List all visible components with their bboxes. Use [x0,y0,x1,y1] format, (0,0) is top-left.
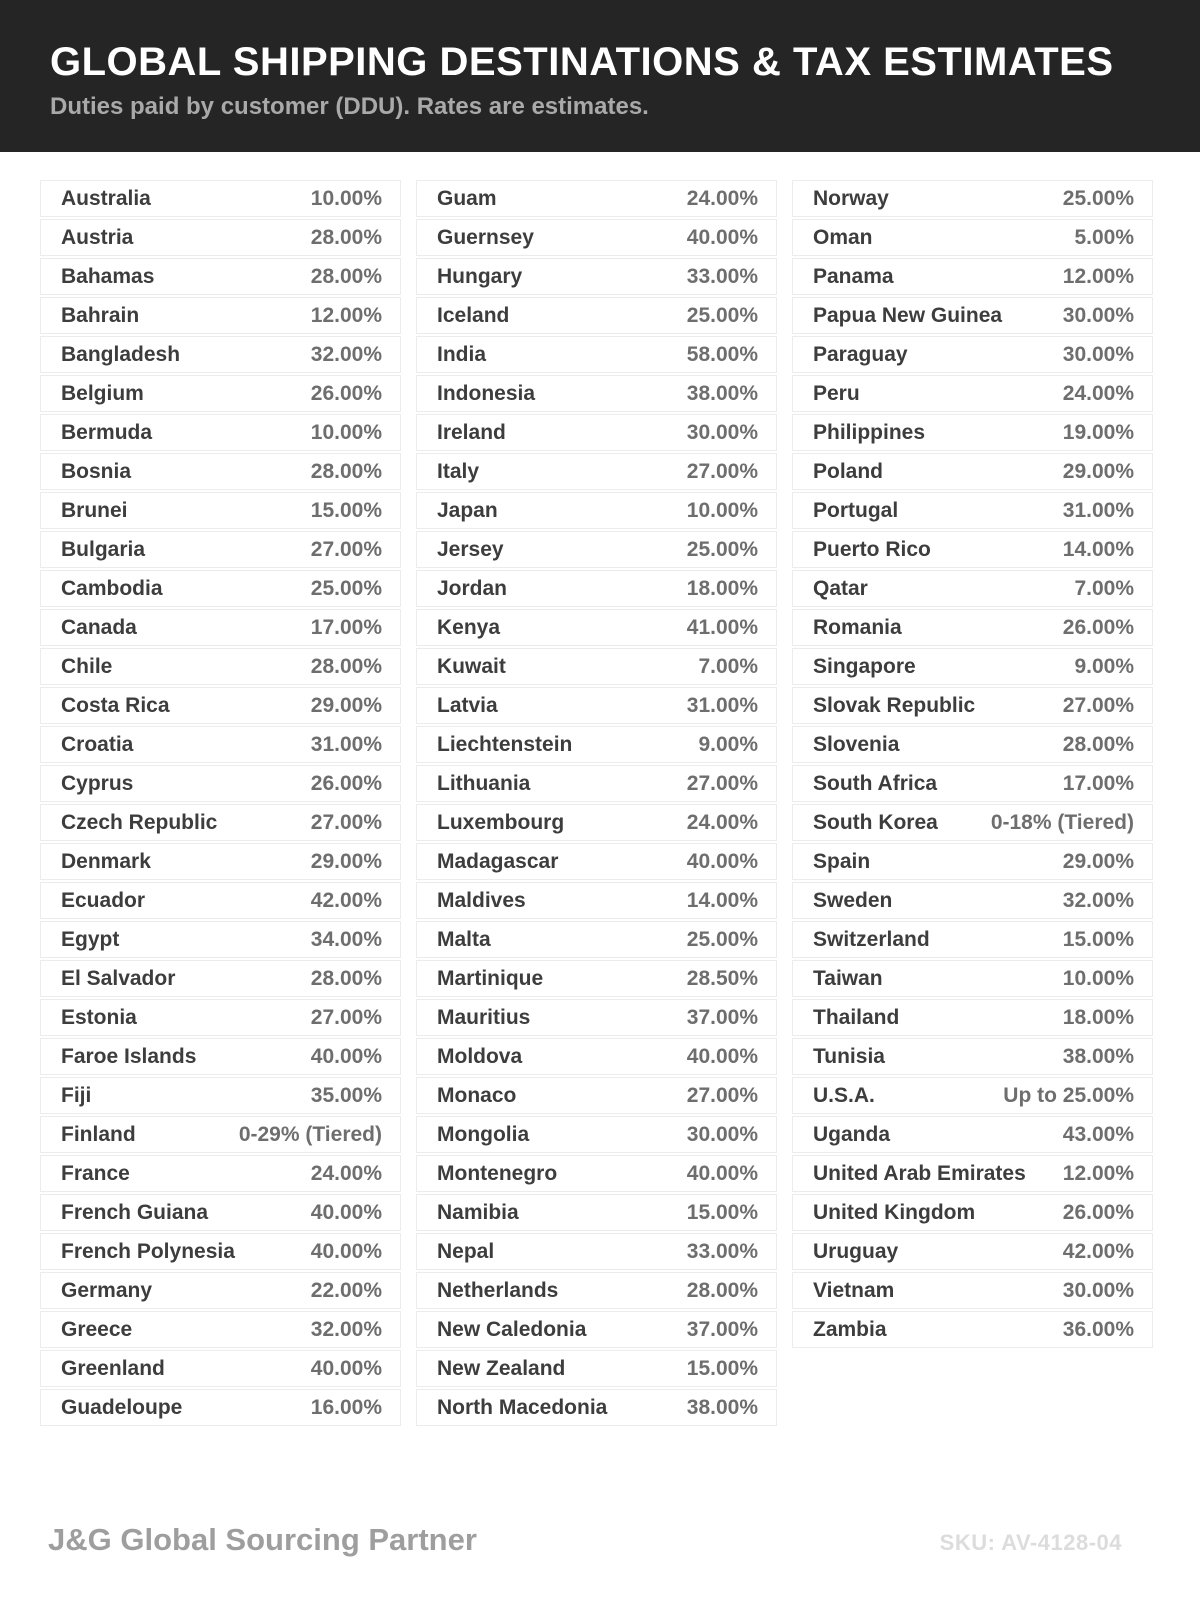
rate-value: Up to 25.00% [1003,1083,1134,1107]
rate-value: 30.00% [1062,1278,1134,1302]
table-row [792,1233,1153,1270]
rate-value: 25.00% [686,303,758,327]
table-row [416,375,777,412]
rate-value: 27.00% [1062,693,1134,717]
table-row [792,1116,1153,1153]
table-row [416,1116,777,1153]
table-row [40,726,401,763]
table-row [792,297,1153,334]
table-row [40,1077,401,1114]
country-label: Uganda [813,1122,891,1146]
rate-value: 27.00% [686,771,758,795]
country-label: Denmark [61,849,151,873]
table-row [40,1350,401,1387]
table-row [40,843,401,880]
table-row [40,375,401,412]
country-label: Sweden [813,888,893,912]
country-label: Kenya [437,615,501,639]
sku-label: SKU: AV-4128-04 [939,1530,1122,1555]
table-row [40,999,401,1036]
rate-value: 40.00% [310,1200,382,1224]
country-label: France [61,1161,130,1185]
table-row [792,531,1153,568]
rate-value: 26.00% [1062,1200,1134,1224]
rate-value: 7.00% [698,654,758,678]
country-label: Zambia [813,1317,887,1341]
country-label: Peru [813,381,860,405]
rate-value: 15.00% [686,1200,758,1224]
rate-value: 12.00% [1062,1161,1134,1185]
rate-value: 17.00% [1062,771,1134,795]
rate-value: 33.00% [686,264,758,288]
country-label: Guernsey [437,225,534,249]
table-row [792,258,1153,295]
table-row [792,453,1153,490]
rates-table [0,152,1200,1428]
rate-value: 42.00% [310,888,382,912]
country-label: Guam [437,186,497,210]
rate-value: 29.00% [310,849,382,873]
table-row [416,843,777,880]
table-row [792,804,1153,841]
table-row [792,999,1153,1036]
country-label: Luxembourg [437,810,565,834]
country-label: Japan [437,498,498,522]
rate-value: 10.00% [310,420,382,444]
rate-value: 28.00% [310,225,382,249]
page-footer [0,1522,1200,1558]
table-row [40,1311,401,1348]
table-row [40,765,401,802]
rate-value: 30.00% [686,1122,758,1146]
country-label: New Caledonia [437,1317,587,1341]
table-row [416,1155,777,1192]
country-label: Hungary [437,264,523,288]
table-row [40,609,401,646]
rate-value: 28.00% [310,966,382,990]
table-row [40,1389,401,1426]
table-row [40,921,401,958]
country-label: New Zealand [437,1356,566,1380]
table-row [40,648,401,685]
rate-value: 10.00% [310,186,382,210]
rate-value: 10.00% [1062,966,1134,990]
rate-value: 9.00% [698,732,758,756]
rate-value: 28.00% [686,1278,758,1302]
table-row [40,1116,401,1153]
table-row [40,570,401,607]
rate-value: 27.00% [310,810,382,834]
table-row [792,570,1153,607]
rate-value: 29.00% [1062,849,1134,873]
country-label: Bangladesh [61,342,181,366]
brand-name: J&G Global Sourcing Partner [48,1522,477,1557]
rate-value: 24.00% [310,1161,382,1185]
rate-value: 34.00% [310,927,382,951]
table-row [416,882,777,919]
rate-value: 31.00% [1062,498,1134,522]
country-label: Romania [813,615,902,639]
rate-value: 28.00% [310,459,382,483]
rate-value: 15.00% [310,498,382,522]
table-row [416,258,777,295]
country-label: Oman [813,225,873,249]
country-label: Portugal [813,498,899,522]
rate-value: 15.00% [1062,927,1134,951]
rate-value: 16.00% [310,1395,382,1419]
country-label: Slovak Republic [813,693,976,717]
country-label: Malta [437,927,491,951]
table-row [40,882,401,919]
country-label: Chile [61,654,113,678]
page-header [0,0,1200,152]
rate-value: 26.00% [310,771,382,795]
country-label: Montenegro [437,1161,558,1185]
table-row [792,1155,1153,1192]
table-row [40,960,401,997]
rate-value: 18.00% [686,576,758,600]
rate-value: 0-29% (Tiered) [238,1122,382,1146]
rate-value: 12.00% [1062,264,1134,288]
country-label: Cyprus [61,771,134,795]
country-label: U.S.A. [813,1083,875,1107]
rate-value: 38.00% [686,381,758,405]
rate-value: 19.00% [1062,420,1134,444]
table-row [416,180,777,217]
table-row [40,258,401,295]
country-label: Bulgaria [61,537,146,561]
country-label: Papua New Guinea [813,303,1003,327]
country-label: Philippines [813,420,926,444]
country-label: Poland [813,459,884,483]
table-row [416,999,777,1036]
country-label: Ireland [437,420,506,444]
country-label: Iceland [437,303,510,327]
table-row [416,297,777,334]
rate-value: 40.00% [310,1356,382,1380]
rate-value: 33.00% [686,1239,758,1263]
rate-value: 32.00% [310,342,382,366]
rate-value: 27.00% [310,1005,382,1029]
rate-value: 26.00% [310,381,382,405]
country-label: Austria [61,225,134,249]
table-row [40,687,401,724]
country-label: Czech Republic [61,810,218,834]
country-label: Netherlands [437,1278,559,1302]
country-label: Slovenia [813,732,900,756]
table-row [416,609,777,646]
country-label: French Polynesia [61,1239,235,1263]
country-label: Kuwait [437,654,506,678]
table-row [416,726,777,763]
table-row [416,648,777,685]
country-label: Greenland [61,1356,165,1380]
rate-value: 18.00% [1062,1005,1134,1029]
table-row [416,804,777,841]
rate-value: 42.00% [1062,1239,1134,1263]
country-label: North Macedonia [437,1395,608,1419]
rate-value: 25.00% [310,576,382,600]
country-label: Croatia [61,732,134,756]
country-label: Bermuda [61,420,153,444]
rate-value: 10.00% [686,498,758,522]
rate-value: 43.00% [1062,1122,1134,1146]
country-label: Mongolia [437,1122,530,1146]
country-label: Brunei [61,498,128,522]
table-row [40,492,401,529]
country-label: Monaco [437,1083,517,1107]
rate-value: 26.00% [1062,615,1134,639]
rate-value: 25.00% [686,927,758,951]
rate-value: 38.00% [686,1395,758,1419]
country-label: El Salvador [61,966,176,990]
rate-value: 31.00% [310,732,382,756]
country-label: Costa Rica [61,693,170,717]
country-label: Egypt [61,927,120,951]
rate-value: 40.00% [686,1161,758,1185]
rate-value: 38.00% [1062,1044,1134,1068]
country-label: Paraguay [813,342,908,366]
table-row [792,609,1153,646]
country-label: Germany [61,1278,153,1302]
country-label: Italy [437,459,480,483]
rate-value: 17.00% [310,615,382,639]
table-row [792,648,1153,685]
rate-value: 9.00% [1074,654,1134,678]
rate-value: 58.00% [686,342,758,366]
country-label: Martinique [437,966,544,990]
country-label: United Arab Emirates [813,1161,1026,1185]
country-label: Uruguay [813,1239,899,1263]
rate-value: 31.00% [686,693,758,717]
country-label: Cambodia [61,576,163,600]
rate-value: 14.00% [686,888,758,912]
table-row [792,1311,1153,1348]
table-row [40,1233,401,1270]
rate-value: 25.00% [686,537,758,561]
table-row [40,1038,401,1075]
country-label: Madagascar [437,849,559,873]
rate-value: 24.00% [686,810,758,834]
country-label: Estonia [61,1005,137,1029]
rate-value: 28.00% [310,654,382,678]
table-row [416,492,777,529]
rate-value: 22.00% [310,1278,382,1302]
country-label: Latvia [437,693,498,717]
table-row [416,336,777,373]
table-row [40,219,401,256]
country-label: Taiwan [813,966,883,990]
table-row [416,453,777,490]
table-row [416,960,777,997]
table-row [792,882,1153,919]
country-label: South Korea [813,810,938,834]
table-row [416,687,777,724]
table-row [792,765,1153,802]
country-label: Tunisia [813,1044,885,1068]
table-row [416,1077,777,1114]
country-label: Fiji [61,1083,92,1107]
table-row [792,1077,1153,1114]
table-row [40,336,401,373]
rates-column-2 [416,180,777,1428]
rate-value: 28.00% [1062,732,1134,756]
rate-value: 24.00% [686,186,758,210]
country-label: Belgium [61,381,144,405]
table-row [416,1038,777,1075]
country-label: United Kingdom [813,1200,976,1224]
table-row [792,960,1153,997]
country-label: Guadeloupe [61,1395,183,1419]
table-row [792,492,1153,529]
table-row [792,843,1153,880]
country-label: Bahamas [61,264,155,288]
country-label: Qatar [813,576,868,600]
rate-value: 41.00% [686,615,758,639]
table-row [416,765,777,802]
rate-value: 32.00% [310,1317,382,1341]
table-row [792,336,1153,373]
table-row [416,921,777,958]
table-row [416,531,777,568]
rate-value: 30.00% [1062,303,1134,327]
table-row [40,180,401,217]
rate-value: 27.00% [686,459,758,483]
country-label: Maldives [437,888,526,912]
country-label: Jordan [437,576,508,600]
table-row [416,1389,777,1426]
rate-value: 40.00% [686,849,758,873]
table-row [416,570,777,607]
rate-value: 40.00% [310,1044,382,1068]
country-label: India [437,342,487,366]
country-label: Singapore [813,654,916,678]
table-row [792,180,1153,217]
country-label: French Guiana [61,1200,209,1224]
country-label: Spain [813,849,871,873]
rate-value: 40.00% [310,1239,382,1263]
country-label: Indonesia [437,381,536,405]
table-row [40,453,401,490]
rate-value: 14.00% [1062,537,1134,561]
country-label: Norway [813,186,889,210]
country-label: Switzerland [813,927,930,951]
rates-column-1 [40,180,401,1428]
table-row [792,921,1153,958]
rate-value: 24.00% [1062,381,1134,405]
country-label: Australia [61,186,151,210]
rate-value: 27.00% [310,537,382,561]
rate-value: 37.00% [686,1005,758,1029]
country-label: Jersey [437,537,504,561]
table-row [40,1194,401,1231]
table-row [792,687,1153,724]
rate-value: 40.00% [686,1044,758,1068]
country-label: Panama [813,264,894,288]
country-label: Moldova [437,1044,523,1068]
country-label: Namibia [437,1200,519,1224]
table-row [792,414,1153,451]
rate-value: 15.00% [686,1356,758,1380]
table-row [40,297,401,334]
country-label: Liechtenstein [437,732,573,756]
table-row [40,414,401,451]
rate-value: 25.00% [1062,186,1134,210]
country-label: Thailand [813,1005,900,1029]
rate-value: 7.00% [1074,576,1134,600]
rate-value: 40.00% [686,225,758,249]
country-label: Vietnam [813,1278,895,1302]
rate-value: 37.00% [686,1317,758,1341]
rate-value: 28.50% [686,966,758,990]
country-label: Ecuador [61,888,146,912]
rate-value: 35.00% [310,1083,382,1107]
table-row [792,1038,1153,1075]
country-label: Lithuania [437,771,531,795]
table-row [416,1233,777,1270]
rate-value: 12.00% [310,303,382,327]
country-label: Finland [61,1122,136,1146]
table-row [792,1194,1153,1231]
table-row [416,1311,777,1348]
country-label: Puerto Rico [813,537,931,561]
country-label: South Africa [813,771,938,795]
rate-value: 0-18% (Tiered) [990,810,1134,834]
page-subtitle: Duties paid by customer (DDU). Rates are estimates. [50,93,649,120]
country-label: Nepal [437,1239,495,1263]
table-row [416,219,777,256]
rate-value: 30.00% [686,420,758,444]
table-row [40,1272,401,1309]
table-row [40,804,401,841]
table-row [40,1155,401,1192]
country-label: Bosnia [61,459,132,483]
table-row [792,726,1153,763]
table-row [416,414,777,451]
rate-value: 5.00% [1074,225,1134,249]
rate-value: 32.00% [1062,888,1134,912]
table-row [40,531,401,568]
rate-value: 29.00% [1062,459,1134,483]
table-row [792,1272,1153,1309]
rate-value: 29.00% [310,693,382,717]
table-row [792,219,1153,256]
country-label: Canada [61,615,137,639]
rate-value: 30.00% [1062,342,1134,366]
country-label: Bahrain [61,303,140,327]
rate-value: 27.00% [686,1083,758,1107]
country-label: Greece [61,1317,133,1341]
country-label: Faroe Islands [61,1044,197,1068]
table-row [416,1350,777,1387]
country-label: Mauritius [437,1005,531,1029]
rate-value: 28.00% [310,264,382,288]
table-row [792,375,1153,412]
rate-value: 36.00% [1062,1317,1134,1341]
rates-column-3 [792,180,1153,1350]
table-row [416,1272,777,1309]
table-row [416,1194,777,1231]
page-title: GLOBAL SHIPPING DESTINATIONS & TAX ESTIMATES [50,40,1114,84]
